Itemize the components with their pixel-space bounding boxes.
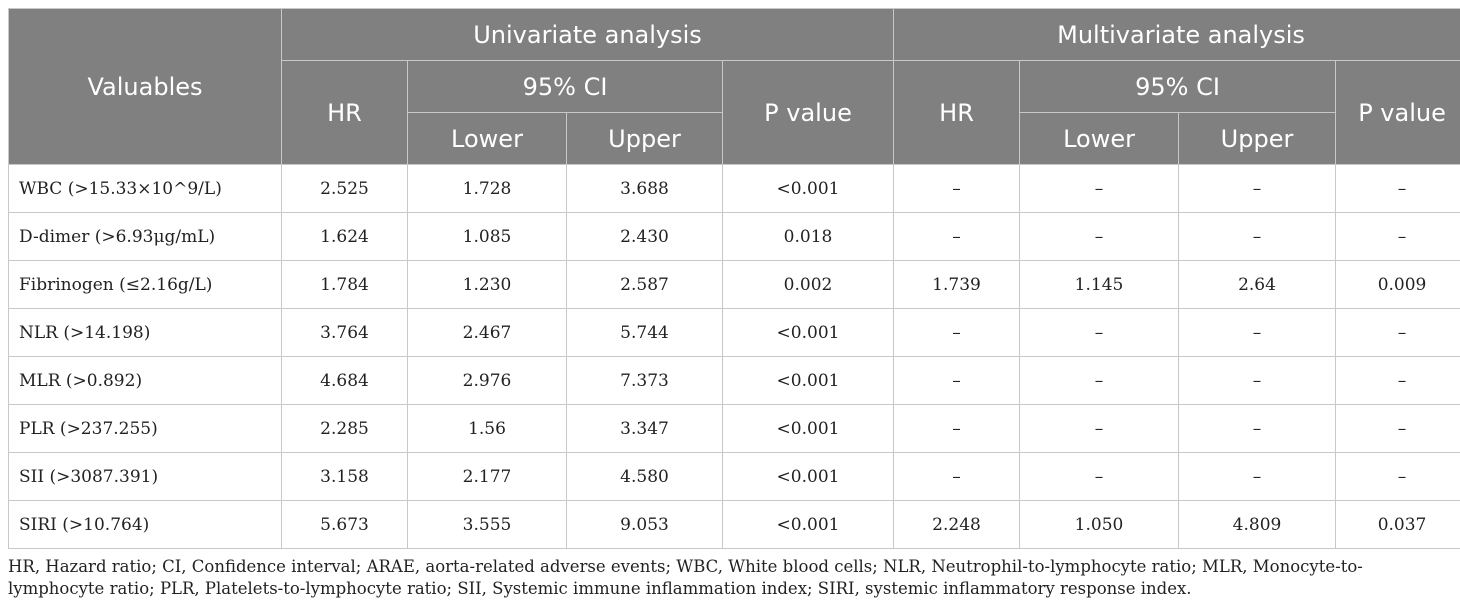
uni-hr-cell: 3.764: [282, 309, 408, 357]
variable-cell: D-dimer (>6.93μg/mL): [9, 213, 282, 261]
multi-p-cell: –: [1336, 357, 1460, 405]
multi-lower-cell: –: [1020, 453, 1179, 501]
multi-hr-cell: –: [894, 357, 1020, 405]
variable-cell: PLR (>237.255): [9, 405, 282, 453]
uni-lower-cell: 2.467: [408, 309, 567, 357]
uni-hr-cell: 3.158: [282, 453, 408, 501]
uni-upper-cell: 3.688: [567, 165, 723, 213]
header-multivariate: Multivariate analysis: [894, 9, 1460, 61]
header-univariate-upper: Upper: [567, 113, 723, 165]
header-multivariate-ci: 95% CI: [1020, 61, 1336, 113]
multi-hr-cell: –: [894, 165, 1020, 213]
uni-lower-cell: 1.230: [408, 261, 567, 309]
header-univariate: Univariate analysis: [282, 9, 894, 61]
multi-p-cell: –: [1336, 213, 1460, 261]
uni-hr-cell: 2.525: [282, 165, 408, 213]
multi-upper-cell: 4.809: [1179, 501, 1336, 549]
uni-hr-cell: 4.684: [282, 357, 408, 405]
uni-upper-cell: 9.053: [567, 501, 723, 549]
uni-upper-cell: 4.580: [567, 453, 723, 501]
uni-upper-cell: 7.373: [567, 357, 723, 405]
multi-lower-cell: 1.145: [1020, 261, 1179, 309]
header-univariate-ci: 95% CI: [408, 61, 723, 113]
table-row: [9, 309, 1460, 357]
header-multivariate-hr: HR: [894, 61, 1020, 165]
uni-p-cell: <0.001: [723, 453, 894, 501]
multi-p-cell: –: [1336, 309, 1460, 357]
header-variables: Valuables: [9, 9, 282, 165]
multi-lower-cell: –: [1020, 213, 1179, 261]
variable-cell: Fibrinogen (≤2.16g/L): [9, 261, 282, 309]
uni-hr-cell: 2.285: [282, 405, 408, 453]
table-row: [9, 357, 1460, 405]
table-footnote: HR, Hazard ratio; CI, Confidence interval; ARAE, aorta-related adverse events; WBC, White blood cells; NLR, Neutrophil-to-lymphocyte ratio; MLR, Monocyte-to-lymphocyte ratio; PLR, Platelets-to-lymphocyte ratio; SII, Systemic immune inflammation index; SIRI, systemic inflammatory response index.: [8, 557, 1363, 598]
multi-p-cell: –: [1336, 165, 1460, 213]
uni-upper-cell: 5.744: [567, 309, 723, 357]
multi-lower-cell: –: [1020, 405, 1179, 453]
multi-lower-cell: –: [1020, 309, 1179, 357]
variable-cell: NLR (>14.198): [9, 309, 282, 357]
table-row: [9, 405, 1460, 453]
table-row: [9, 213, 1460, 261]
multi-upper-cell: –: [1179, 309, 1336, 357]
variable-cell: SII (>3087.391): [9, 453, 282, 501]
multi-hr-cell: –: [894, 213, 1020, 261]
multi-upper-cell: –: [1179, 213, 1336, 261]
multi-lower-cell: 1.050: [1020, 501, 1179, 549]
multi-upper-cell: 2.64: [1179, 261, 1336, 309]
uni-lower-cell: 1.56: [408, 405, 567, 453]
header-univariate-hr: HR: [282, 61, 408, 165]
uni-p-cell: <0.001: [723, 501, 894, 549]
variable-cell: MLR (>0.892): [9, 357, 282, 405]
multi-p-cell: –: [1336, 453, 1460, 501]
table-row: [9, 165, 1460, 213]
uni-p-cell: <0.001: [723, 357, 894, 405]
multi-upper-cell: –: [1179, 405, 1336, 453]
uni-p-cell: 0.018: [723, 213, 894, 261]
multi-hr-cell: 2.248: [894, 501, 1020, 549]
header-univariate-lower: Lower: [408, 113, 567, 165]
header-multivariate-p: P value: [1336, 61, 1460, 165]
multi-upper-cell: –: [1179, 357, 1336, 405]
uni-hr-cell: 1.784: [282, 261, 408, 309]
multi-hr-cell: –: [894, 453, 1020, 501]
uni-upper-cell: 2.587: [567, 261, 723, 309]
table-row: [9, 261, 1460, 309]
uni-lower-cell: 1.085: [408, 213, 567, 261]
multi-hr-cell: –: [894, 309, 1020, 357]
uni-lower-cell: 2.177: [408, 453, 567, 501]
uni-lower-cell: 1.728: [408, 165, 567, 213]
header-univariate-p: P value: [723, 61, 894, 165]
uni-lower-cell: 3.555: [408, 501, 567, 549]
multi-p-cell: –: [1336, 405, 1460, 453]
multi-hr-cell: –: [894, 405, 1020, 453]
multi-hr-cell: 1.739: [894, 261, 1020, 309]
uni-hr-cell: 5.673: [282, 501, 408, 549]
uni-upper-cell: 3.347: [567, 405, 723, 453]
uni-p-cell: <0.001: [723, 405, 894, 453]
hazard-ratio-table: [8, 8, 1460, 549]
multi-upper-cell: –: [1179, 453, 1336, 501]
header-multivariate-lower: Lower: [1020, 113, 1179, 165]
variable-cell: SIRI (>10.764): [9, 501, 282, 549]
uni-upper-cell: 2.430: [567, 213, 723, 261]
uni-lower-cell: 2.976: [408, 357, 567, 405]
multi-lower-cell: –: [1020, 357, 1179, 405]
uni-p-cell: <0.001: [723, 309, 894, 357]
header-multivariate-upper: Upper: [1179, 113, 1336, 165]
table-row: [9, 453, 1460, 501]
multi-upper-cell: –: [1179, 165, 1336, 213]
uni-hr-cell: 1.624: [282, 213, 408, 261]
multi-p-cell: 0.037: [1336, 501, 1460, 549]
table-row: [9, 501, 1460, 549]
uni-p-cell: 0.002: [723, 261, 894, 309]
multi-p-cell: 0.009: [1336, 261, 1460, 309]
multi-lower-cell: –: [1020, 165, 1179, 213]
results-table-container: [8, 8, 1460, 549]
variable-cell: WBC (>15.33×10^9/L): [9, 165, 282, 213]
uni-p-cell: <0.001: [723, 165, 894, 213]
